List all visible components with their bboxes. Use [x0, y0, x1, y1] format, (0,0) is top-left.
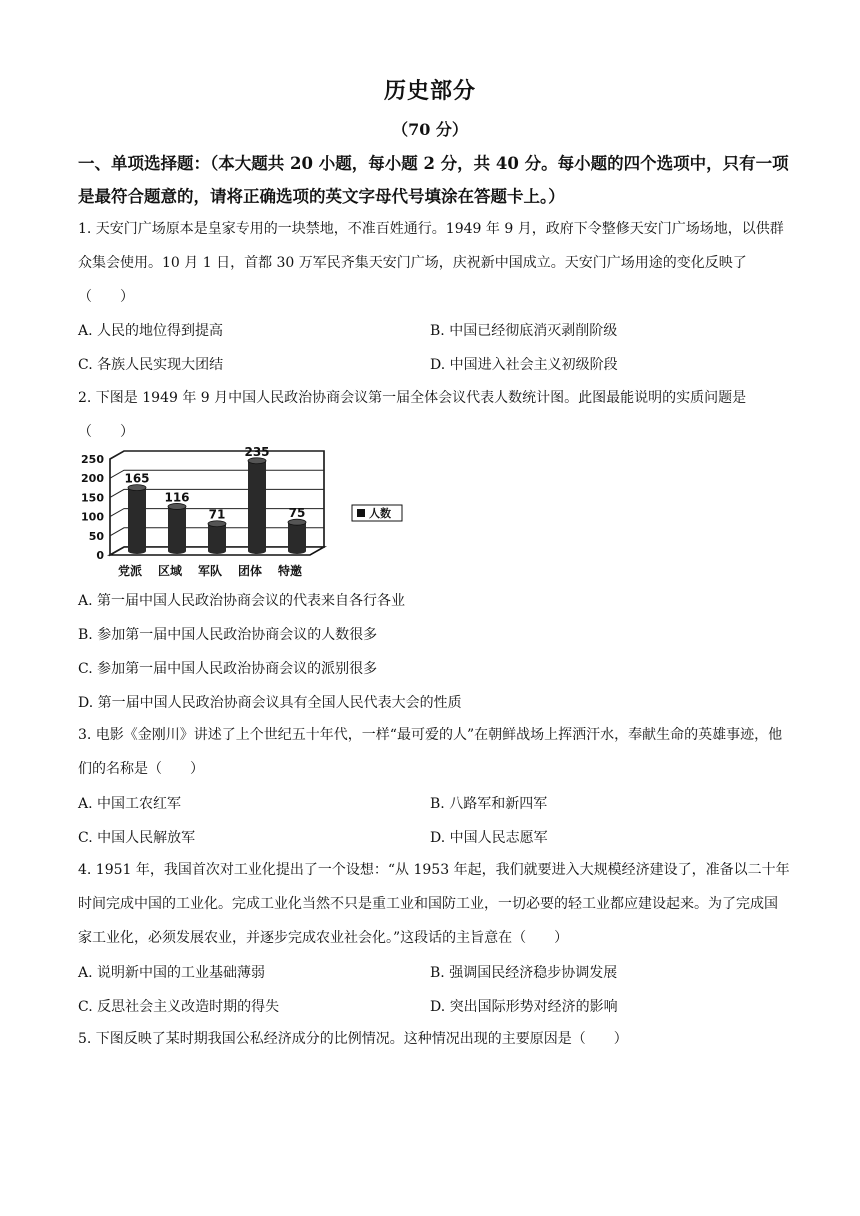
bar [248, 461, 266, 551]
question-1-option-b: B. 中国已经彻底消灭剥削阶级 [430, 323, 618, 339]
x-category-label: 区域 [157, 564, 183, 578]
total-score: （70 分） [392, 120, 468, 139]
bar-base [128, 548, 146, 554]
page-title: 历史部分 [383, 78, 476, 104]
x-category-label: 特邀 [277, 564, 303, 578]
question-3-option-a: A. 中国工农红军 [78, 796, 182, 812]
question-3-option-d: D. 中国人民志愿军 [430, 830, 548, 846]
bar-base [288, 548, 306, 554]
y-tick-label: 250 [81, 453, 104, 466]
section-heading: 一、单项选择题：（本大题共 20 小题，每小题 2 分，共 40 分。每小题的四个选项中，只有一项是最符合题意的，请将正确选项的英文字母代号填涂在答题卡上。） [78, 154, 789, 206]
question-5-stem: 5. 下图反映了某时期我国公私经济成分的比例情况。这种情况出现的主要原因是（ ） [78, 1031, 628, 1047]
bar [168, 506, 186, 551]
x-category-label: 军队 [197, 564, 223, 578]
bar [288, 522, 306, 551]
question-1-option-d: D. 中国进入社会主义初级阶段 [430, 357, 618, 373]
question-4-option-a: A. 说明新中国的工业基础薄弱 [78, 965, 266, 981]
bar-base [208, 548, 226, 554]
question-4-option-d: D. 突出国际形势对经济的影响 [430, 999, 618, 1015]
question-2-stem: 2. 下图是 1949 年 9 月中国人民政治协商会议第一届全体会议代表人数统计图。此图最能说明的实质问题是（ ） [78, 390, 747, 440]
x-category-label: 党派 [117, 564, 143, 578]
question-2-option-b: B. 参加第一届中国人民政治协商会议的人数很多 [78, 627, 378, 643]
question-2-option-a: A. 第一届中国人民政治协商会议的代表来自各行各业 [78, 593, 406, 609]
delegates-bar-chart [80, 447, 420, 581]
y-tick-label: 100 [81, 510, 104, 524]
data-label: 75 [288, 506, 306, 521]
question-3-stem: 3. 电影《金刚川》讲述了上个世纪五十年代，一样“最可爱的人”在朝鲜战场上挥洒汗水，奉献生命的英雄事迹，他们的名称是（ ） [78, 727, 783, 777]
data-label: 71 [208, 507, 226, 522]
question-4-option-c: C. 反思社会主义改造时期的得失 [78, 999, 280, 1015]
question-1-option-c: C. 各族人民实现大团结 [78, 357, 224, 373]
question-3-option-c: C. 中国人民解放军 [78, 830, 196, 846]
question-2-option-c: C. 参加第一届中国人民政治协商会议的派别很多 [78, 661, 378, 677]
y-tick-label: 0 [96, 549, 104, 562]
legend-swatch [357, 509, 365, 517]
bar [208, 524, 226, 551]
question-3-option-b: B. 八路军和新四军 [430, 796, 548, 812]
y-tick-label: 200 [81, 472, 104, 486]
data-label: 116 [164, 490, 190, 505]
bar-base [248, 548, 266, 554]
x-category-label: 团体 [237, 564, 263, 578]
y-tick-label: 50 [88, 529, 104, 543]
bar [128, 488, 146, 551]
question-4-option-b: B. 强调国民经济稳步协调发展 [430, 965, 618, 981]
bar-base [168, 548, 186, 554]
data-label: 165 [124, 471, 150, 486]
question-2-option-d: D. 第一届中国人民政治协商会议具有全国人民代表大会的性质 [78, 695, 462, 711]
y-tick-label: 150 [81, 491, 104, 505]
legend-label: 人数 [369, 507, 391, 520]
question-4-stem: 4. 1951 年，我国首次对工业化提出了一个设想：“从 1953 年起，我们就要进入大规模经济建设了，准备以二十年时间完成中国的工业化。完成工业化当然不只是重工业和国防工业，一切必要的轻工业都应建设起来。为了完成国家工业化，必须发展农业，并逐步完成农业社会化。”这段话的主旨意在（ ） [78, 862, 790, 946]
data-label: 235 [244, 447, 270, 459]
question-1-option-a: A. 人民的地位得到提高 [78, 323, 224, 339]
question-1-stem: 1. 天安门广场原本是皇家专用的一块禁地，不准百姓通行。1949 年 9 月，政府下令整修天安门广场场地，以供群众集会使用。10 月 1 日，首都 30 万军民齐集天安门广场，庆祝新中国成立。天安门广场用途的变化反映了（ ） [78, 221, 784, 305]
